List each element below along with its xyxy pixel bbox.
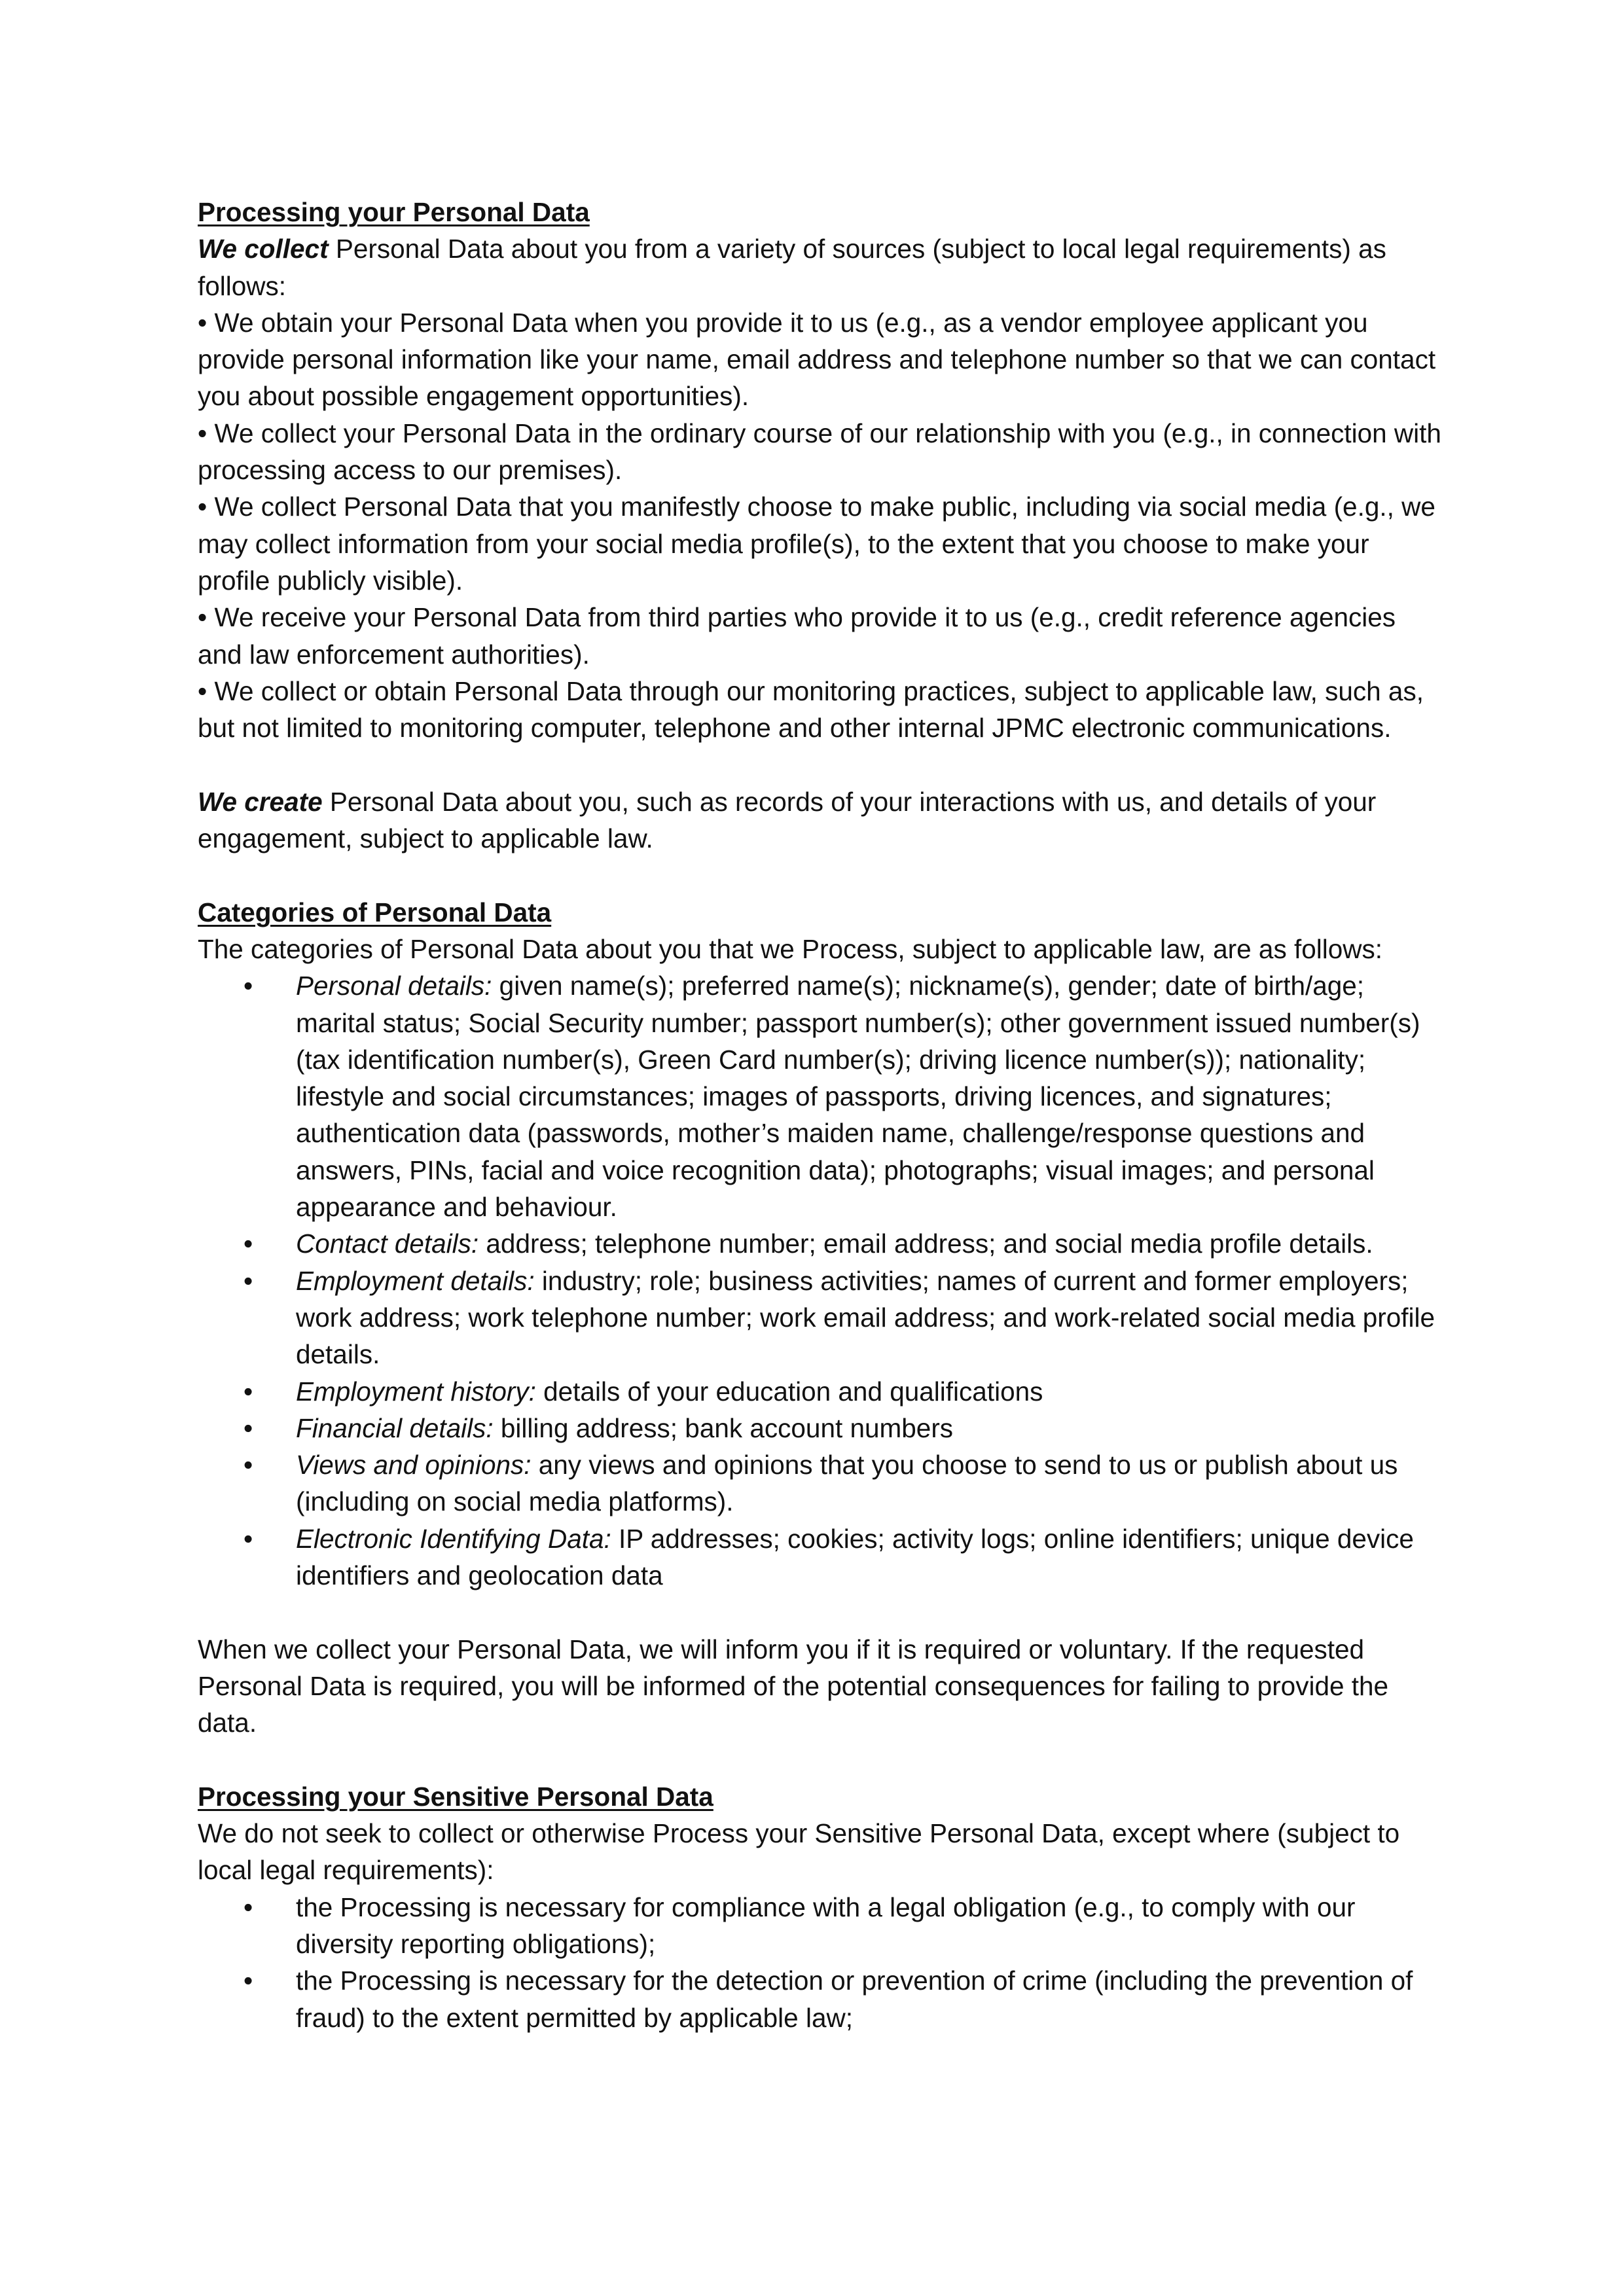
bullet-glyph: •: [198, 675, 208, 706]
bullet-glyph: •: [244, 1229, 253, 1259]
bullet-glyph: •: [198, 307, 208, 338]
source-bullet: [198, 673, 1445, 747]
we-collect-text: Personal Data about you from a variety of sources (subject to local legal requirements) as follows:: [198, 234, 1386, 301]
bullet-glyph: •: [244, 1892, 253, 1922]
bullet-glyph: •: [198, 602, 208, 633]
bullet-glyph: •: [244, 1265, 253, 1296]
source-bullet-text: We collect or obtain Personal Data through our monitoring practices, subject to applicable law, such as, but not limited to monitoring computer, telephone and other internal JPMC electronic communications.: [198, 675, 1424, 744]
source-bullet: [198, 488, 1445, 599]
sensitive-conditions-list: [198, 1889, 1445, 2036]
we-create-text: Personal Data about you, such as records of your interactions with us, and details of your engagement, subject to applicable law.: [198, 786, 1377, 854]
bullet-glyph: •: [198, 418, 208, 448]
paragraph-spacer: [198, 746, 1445, 783]
paragraph-spacer: [198, 1594, 1445, 1630]
sensitive-condition-item: [244, 1962, 1445, 2036]
category-text: any views and opinions that you choose to send to us or publish about us (including on social media platforms).: [296, 1450, 1398, 1517]
category-item: [244, 1410, 1445, 1446]
category-item: [244, 1263, 1445, 1373]
category-term: Electronic Identifying Data:: [296, 1523, 611, 1554]
source-bullet-text: We receive your Personal Data from third parties who provide it to us (e.g., credit reference agencies and law enforcement authorities).: [198, 602, 1396, 670]
category-item: [244, 1520, 1445, 1594]
source-bullet-text: We collect your Personal Data in the ordinary course of our relationship with you (e.g., in connection with processing access to our premises).: [198, 418, 1441, 486]
bullet-glyph: •: [244, 1450, 253, 1480]
source-bullet: [198, 599, 1445, 673]
paragraph-spacer: [198, 857, 1445, 893]
source-bullet-text: We obtain your Personal Data when you provide it to us (e.g., as a vendor employee applicant you provide personal information like your name, email address and telephone number so that we can contact you about possible engagement opportunities).: [198, 307, 1436, 412]
category-text: industry; role; business activities; names of current and former employers; work address; work telephone number; work email address; and work-related social media profile details.: [296, 1265, 1435, 1370]
category-text: address; telephone number; email address; and social media profile details.: [478, 1229, 1373, 1259]
bullet-glyph: •: [244, 1376, 253, 1407]
sensitive-condition-text: the Processing is necessary for compliance with a legal obligation (e.g., to comply with our diversity reporting obligations);: [296, 1892, 1356, 1959]
sensitive-condition-item: [244, 1889, 1445, 1963]
sensitive-intro: We do not seek to collect or otherwise Process your Sensitive Personal Data, except where (subject to local legal requirements):: [198, 1818, 1400, 1886]
category-term: Employment details:: [296, 1265, 535, 1296]
bullet-glyph: •: [244, 1965, 253, 1996]
bullet-glyph: •: [198, 492, 208, 522]
paragraph-spacer: [198, 1741, 1445, 1778]
categories-list: [198, 967, 1445, 1594]
we-collect-lead: We collect: [198, 234, 329, 264]
category-term: Contact details:: [296, 1229, 479, 1259]
category-item: [244, 1225, 1445, 1262]
required-voluntary-paragraph: When we collect your Personal Data, we will inform you if it is required or voluntary. If the requested Personal Data is required, you will be informed of the potential consequences for failing to provide the data.: [198, 1634, 1389, 1738]
categories-intro: The categories of Personal Data about you that we Process, subject to applicable law, are as follows:: [198, 933, 1383, 964]
sensitive-condition-text: the Processing is necessary for the detection or prevention of crime (including the prevention of fraud) to the extent permitted by applicable law;: [296, 1965, 1413, 2033]
category-item: [244, 1446, 1445, 1520]
bullet-glyph: •: [244, 971, 253, 1001]
we-create-lead: We create: [198, 786, 323, 817]
category-text: given name(s); preferred name(s); nickname(s), gender; date of birth/age; marital status; Social Security number; passport number(s); other government issued number(s) (tax identification number(s), Green Card number(s); driving licence number(s)); nationality; lifestyle and social circumstances; images of passports, driving licences, and signatures; authentication data (passwords, mother’s maiden name, challenge/response questions and answers, PINs, facial and voice recognition data); photographs; visual images; and personal appearance and behaviour.: [296, 971, 1420, 1223]
bullet-glyph: •: [244, 1412, 253, 1443]
category-text: details of your education and qualifications: [535, 1376, 1043, 1407]
bullet-glyph: •: [244, 1523, 253, 1554]
section-heading-sensitive-data: Processing your Sensitive Personal Data: [198, 1781, 713, 1812]
category-text: billing address; bank account numbers: [493, 1412, 954, 1443]
we-create-paragraph: [198, 783, 1445, 857]
category-term: Employment history:: [296, 1376, 536, 1407]
source-bullet-text: We collect Personal Data that you manifestly choose to make public, including via social media (e.g., we may collect information from your social media profile(s), to the extent that you choose to make your profile publicly visible).: [198, 492, 1435, 596]
category-term: Financial details:: [296, 1412, 494, 1443]
category-item: [244, 1373, 1445, 1410]
category-term: Personal details:: [296, 971, 492, 1001]
section-heading-processing-personal-data: Processing your Personal Data: [198, 197, 590, 227]
category-term: Views and opinions:: [296, 1450, 532, 1480]
document-page: [198, 194, 1445, 2036]
section-heading-categories: Categories of Personal Data: [198, 897, 552, 927]
source-bullet: [198, 304, 1445, 415]
category-item: [244, 967, 1445, 1225]
we-collect-paragraph: [198, 230, 1445, 304]
category-text: IP addresses; cookies; activity logs; online identifiers; unique device identifiers and geolocation data: [296, 1523, 1414, 1590]
source-bullet: [198, 415, 1445, 489]
